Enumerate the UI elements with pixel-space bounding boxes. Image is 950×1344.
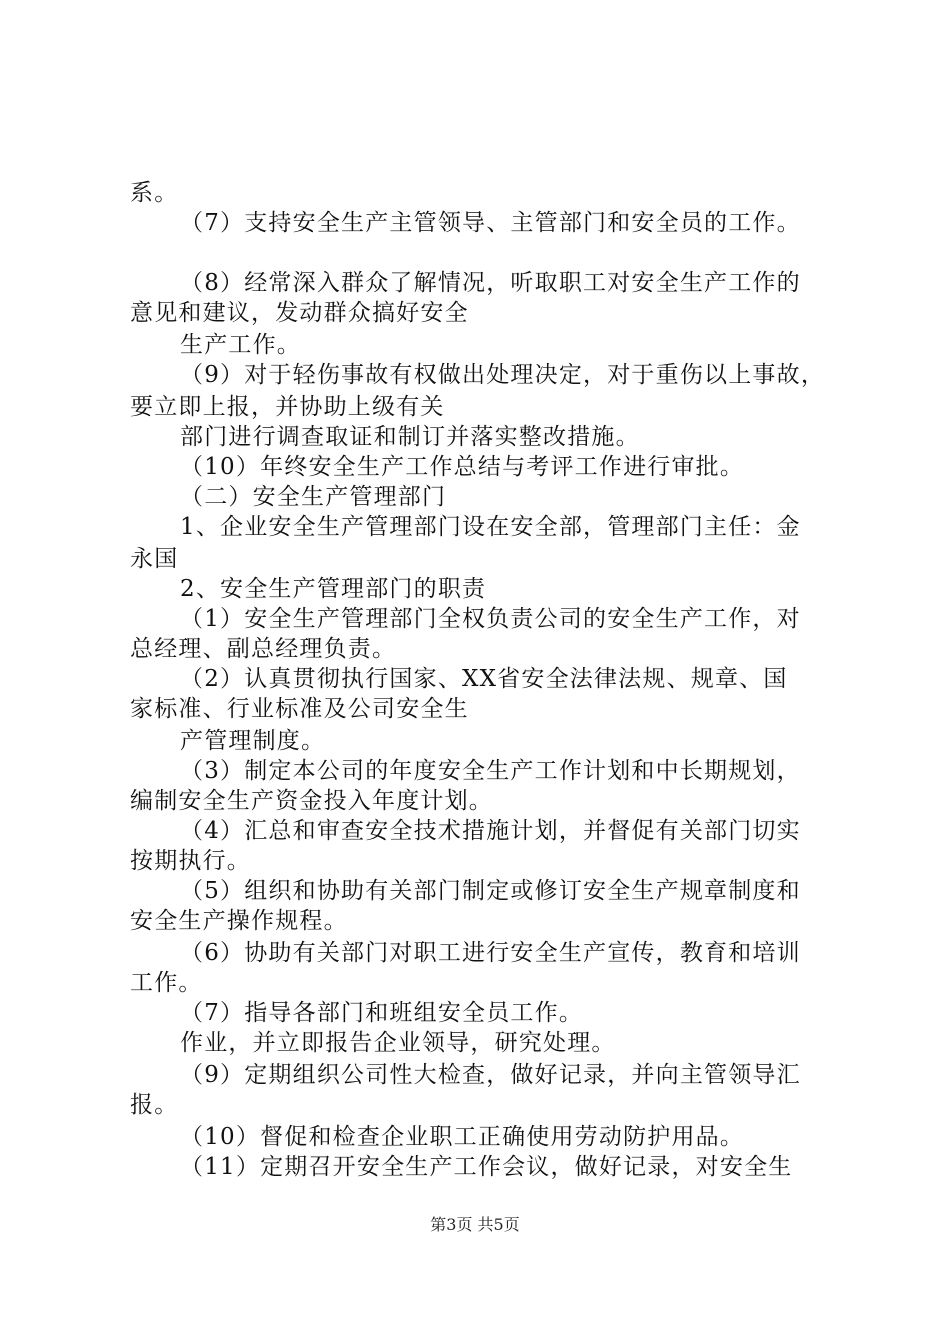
text-line: 作业，并立即报告企业领导，研究处理。 bbox=[180, 1030, 616, 1056]
text-line: 总经理、副总经理负责。 bbox=[130, 636, 397, 662]
text-line: （11）定期召开安全生产工作会议，做好记录，对安全生 bbox=[180, 1154, 793, 1180]
text-line: （5）组织和协助有关部门制定或修订安全生产规章制度和 bbox=[180, 878, 801, 904]
text-line: （4）汇总和审查安全技术措施计划，并督促有关部门切实 bbox=[180, 818, 801, 844]
text-line: 部门进行调查取证和制订并落实整改措施。 bbox=[180, 424, 640, 450]
text-line: 编制安全生产资金投入年度计划。 bbox=[130, 788, 493, 814]
text-line: 2、安全生产管理部门的职责 bbox=[180, 576, 487, 602]
text-line: （10）年终安全生产工作总结与考评工作进行审批。 bbox=[180, 454, 745, 480]
text-line: 要立即上报，并协助上级有关 bbox=[130, 394, 445, 420]
text-line: 永国 bbox=[130, 546, 179, 572]
text-line: 系。 bbox=[130, 180, 179, 206]
text-line: 家标准、行业标准及公司安全生 bbox=[130, 696, 469, 722]
text-line: 按期执行。 bbox=[130, 848, 251, 874]
text-line: 报。 bbox=[130, 1092, 179, 1118]
text-line: 安全生产操作规程。 bbox=[130, 908, 348, 934]
page-footer: 第3页 共5页 bbox=[430, 1215, 520, 1234]
text-line: 产管理制度。 bbox=[180, 728, 326, 754]
text-line: （10）督促和检查企业职工正确使用劳动防护用品。 bbox=[180, 1124, 745, 1150]
text-line: （7）指导各部门和班组安全员工作。 bbox=[180, 1000, 584, 1026]
text-line: 1、企业安全生产管理部门设在安全部，管理部门主任：金 bbox=[180, 514, 801, 540]
text-line: （7）支持安全生产主管领导、主管部门和安全员的工作。 bbox=[180, 210, 801, 236]
section-heading: （二）安全生产管理部门 bbox=[180, 484, 447, 510]
text-line: （3）制定本公司的年度安全生产工作计划和中长期规划， bbox=[180, 758, 801, 784]
text-line: （9）定期组织公司性大检查，做好记录，并向主管领导汇 bbox=[180, 1062, 801, 1088]
text-line: （9）对于轻伤事故有权做出处理决定，对于重伤以上事故， bbox=[180, 362, 826, 388]
text-line: （8）经常深入群众了解情况，听取职工对安全生产工作的 bbox=[180, 270, 801, 296]
text-line: （2）认真贯彻执行国家、XX省安全法律法规、规章、国 bbox=[180, 666, 788, 692]
text-line: 意见和建议，发动群众搞好安全 bbox=[130, 300, 469, 326]
text-line: （6）协助有关部门对职工进行安全生产宣传，教育和培训 bbox=[180, 940, 801, 966]
text-line: 生产工作。 bbox=[180, 332, 301, 358]
text-line: 工作。 bbox=[130, 970, 203, 996]
text-line: （1）安全生产管理部门全权负责公司的安全生产工作，对 bbox=[180, 606, 801, 632]
